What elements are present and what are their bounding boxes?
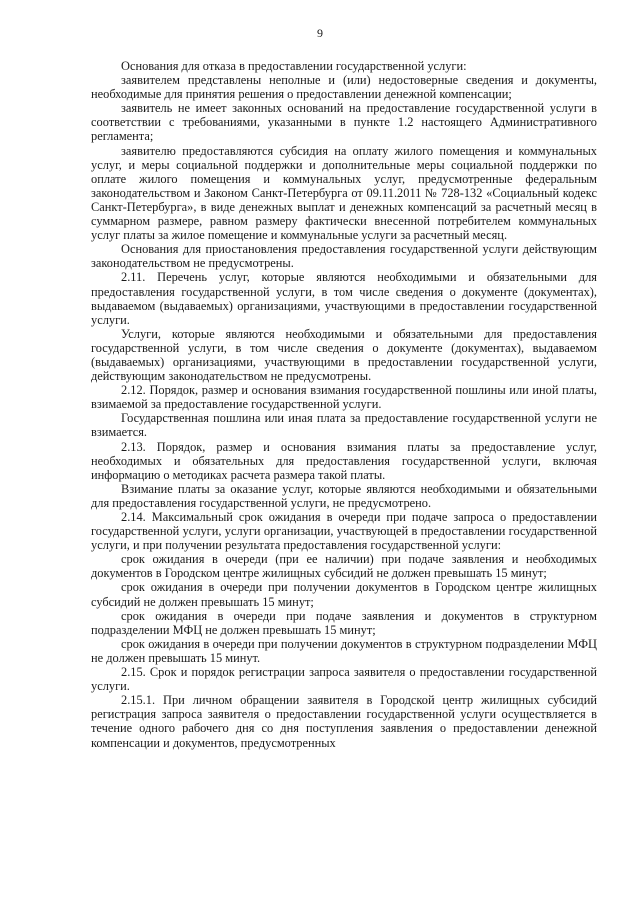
paragraph: заявителю предоставляются субсидия на оплату жилого помещения и коммунальных услуг, и меры социальной поддержки и дополнительные меры социальной поддержки по оплате жилого помещения и коммунальных услуг, предусмотренные федеральным законодательством и Законом Санкт-Петербурга от 09.11.2011 № 728-132 «Социальный кодекс Санкт-Петербурга», в виде денежных выплат и денежных компенсаций за расчетный месяц в суммарном размере, равном размеру фактически внесенной потребителем коммунальных услуг платы за жилое помещение и коммунальные услуги за расчетный месяц. xyxy=(91,143,597,243)
paragraph: срок ожидания в очереди при получении документов в Городском центре жилищных субсидий не должен превышать 15 минут; xyxy=(91,580,597,609)
page-number: 9 xyxy=(317,26,323,40)
paragraph: Услуги, которые являются необходимыми и обязательными для предоставления государственной услуги, в том числе сведения о документе (документах), выдаваемом (выдаваемых) организациями, участвующими в предоставлении государственной услуги, действующим законодательством не предусмотрены. xyxy=(91,326,597,384)
paragraph: 2.13. Порядок, размер и основания взимания платы за предоставление услуг, необходимых и обязательных для предоставления государственной услуги, включая информацию о методиках расчета размера такой платы. xyxy=(91,439,597,482)
paragraph: 2.15. Срок и порядок регистрации запроса заявителя о предоставлении государственной услуги. xyxy=(91,665,597,694)
paragraph: 2.15.1. При личном обращении заявителя в Городской центр жилищных субсидий регистрация запроса заявителя о предоставлении государственной услуги осуществляется в течение одного рабочего дня со дня поступления заявления о предоставлении денежной компенсации и документов, предусмотренных xyxy=(91,693,597,750)
paragraph: срок ожидания в очереди (при ее наличии) при подаче заявления и необходимых документов в Городском центре жилищных субсидий не должен превышать 15 минут; xyxy=(91,552,597,581)
paragraph: заявителем представлены неполные и (или) недостоверные сведения и документы, необходимые для принятия решения о предоставлении денежной компенсации; xyxy=(91,73,597,102)
paragraph: 2.11. Перечень услуг, которые являются необходимыми и обязательными для предоставления государственной услуги, в том числе сведения о документе (документах), выдаваемом (выдаваемых) организациями, участвующими в предоставлении государственной услуги. xyxy=(91,270,597,327)
paragraph: 2.12. Порядок, размер и основания взимания государственной пошлины или иной платы, взимаемой за предоставление государственной услуги. xyxy=(91,383,597,412)
paragraph: Взимание платы за оказание услуг, которые являются необходимыми и обязательными для предоставления государственной услуги, не предусмотрено. xyxy=(91,481,597,510)
document-body xyxy=(91,59,597,750)
paragraph: Основания для отказа в предоставлении государственной услуги: xyxy=(121,59,467,73)
paragraph: Основания для приостановления предоставления государственной услуги действующим законодательством не предусмотрены. xyxy=(91,242,597,271)
paragraph: заявитель не имеет законных оснований на предоставление государственной услуги в соответствии с требованиями, указанными в пункте 1.2 настоящего Административного регламента; xyxy=(91,101,597,144)
paragraph: 2.14. Максимальный срок ожидания в очереди при подаче запроса о предоставлении государственной услуги, услуги организации, участвующей в предоставлении государственной услуги, и при получении результата предоставления государственной услуги: xyxy=(91,510,597,553)
paragraph: срок ожидания в очереди при подаче заявления и документов в структурном подразделении МФЦ не должен превышать 15 минут; xyxy=(91,608,597,637)
paragraph: срок ожидания в очереди при получении документов в структурном подразделении МФЦ не должен превышать 15 минут. xyxy=(91,636,597,665)
paragraph: Государственная пошлина или иная плата за предоставление государственной услуги не взимается. xyxy=(91,411,597,440)
